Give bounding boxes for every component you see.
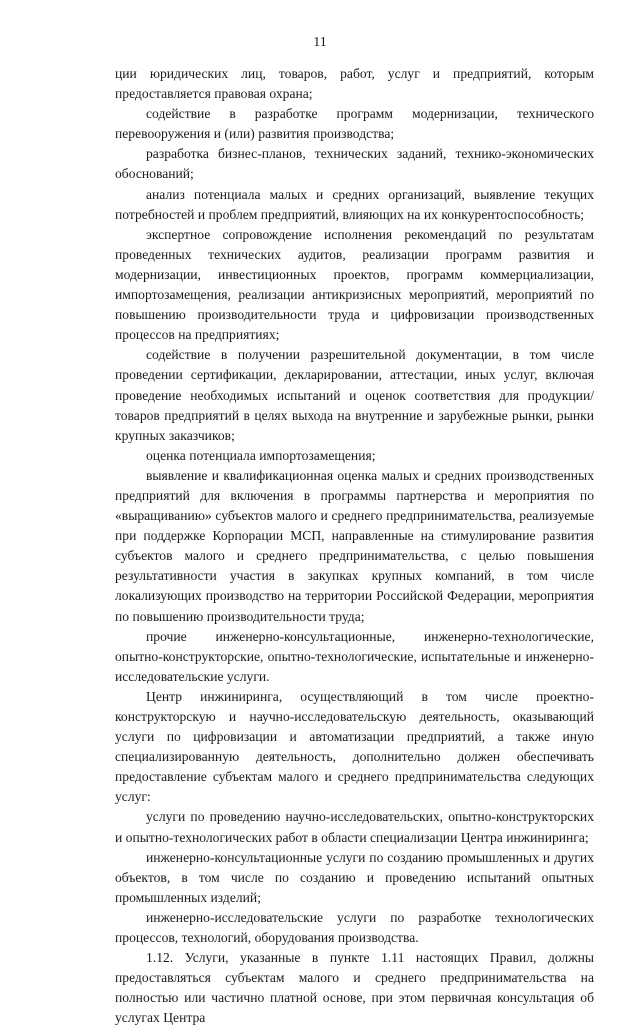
paragraph: инженерно-исследовательские услуги по разработке технологических процессов, технологий, оборудования производства.	[115, 909, 594, 946]
paragraph: экспертное сопровождение исполнения рекомендаций по результатам проведенных технических аудитов, реализации программ развития и модернизации, инвестиционных проектов, программ коммерциализации, импортозамещения, реализации антикризисных мероприятий, мероприятий по повышению производительности труда и цифровизации производственных процессов на предприятиях;	[115, 226, 594, 343]
paragraph: 1.12. Услуги, указанные в пункте 1.11 настоящих Правил, должны предоставляться субъектам малого и среднего предпринимательства на полностью или частично платной основе, при этом первичная консультация об услугах Центра	[115, 950, 594, 1026]
paragraph: ции юридических лиц, товаров, работ, услуг и предприятий, которым предоставляется правовая охрана;	[115, 66, 594, 102]
paragraph: инженерно-консультационные услуги по созданию промышленных и других объектов, в том числе по созданию и проведению испытаний опытных промышленных изделий;	[115, 849, 594, 905]
page-number: 11	[313, 35, 327, 50]
paragraph: разработка бизнес-планов, технических заданий, технико-экономических обоснований;	[115, 146, 594, 182]
paragraph: Центр инжиниринга, осуществляющий в том числе проектно-конструкторскую и научно-исследовательскую деятельность, оказывающий услуги по цифровизации и автоматизации предприятий, а также иную специализированную деятельность, дополнительно должен обеспечивать предоставление субъектам малого и среднего предпринимательства следующих услуг:	[115, 688, 594, 805]
paragraph: анализ потенциала малых и средних организаций, выявление текущих потребностей и проблем предприятий, влияющих на их конкурентоспособность;	[115, 186, 594, 222]
paragraph: оценка потенциала импортозамещения;	[146, 447, 376, 463]
paragraph: услуги по проведению научно-исследовательских, опытно-конструкторских и опытно-технологических работ в области специализации Центра инжиниринга;	[115, 809, 594, 845]
paragraph: содействие в получении разрешительной документации, в том числе проведении сертификации, декларировании, аттестации, иных услуг, включая проведение необходимых испытаний и оценок соответствия для продукции/товаров предприятий в целях выхода на внутренние и зарубежные рынки, рынки крупных заказчиков;	[115, 347, 594, 443]
document-body	[115, 64, 594, 1029]
paragraph: прочие инженерно-консультационные, инженерно-технологические, опытно-конструкторские, опытно-технологические, испытательные и инженерно-исследовательские услуги.	[115, 628, 594, 684]
paragraph: содействие в разработке программ модернизации, технического перевооружения и (или) развития производства;	[115, 106, 594, 142]
paragraph: выявление и квалификационная оценка малых и средних производственных предприятий для включения в программы партнерства и мероприятия по «выращиванию» субъектов малого и среднего предпринимательства, реализуемые при поддержке Корпорации МСП, направленные на стимулирование развития субъектов малого и среднего предпринимательства, с целью повышения результативности участия в закупках крупных компаний, в том числе локализующих производство на территории Российской Федерации, мероприятия по повышению производительности труда;	[115, 467, 594, 624]
